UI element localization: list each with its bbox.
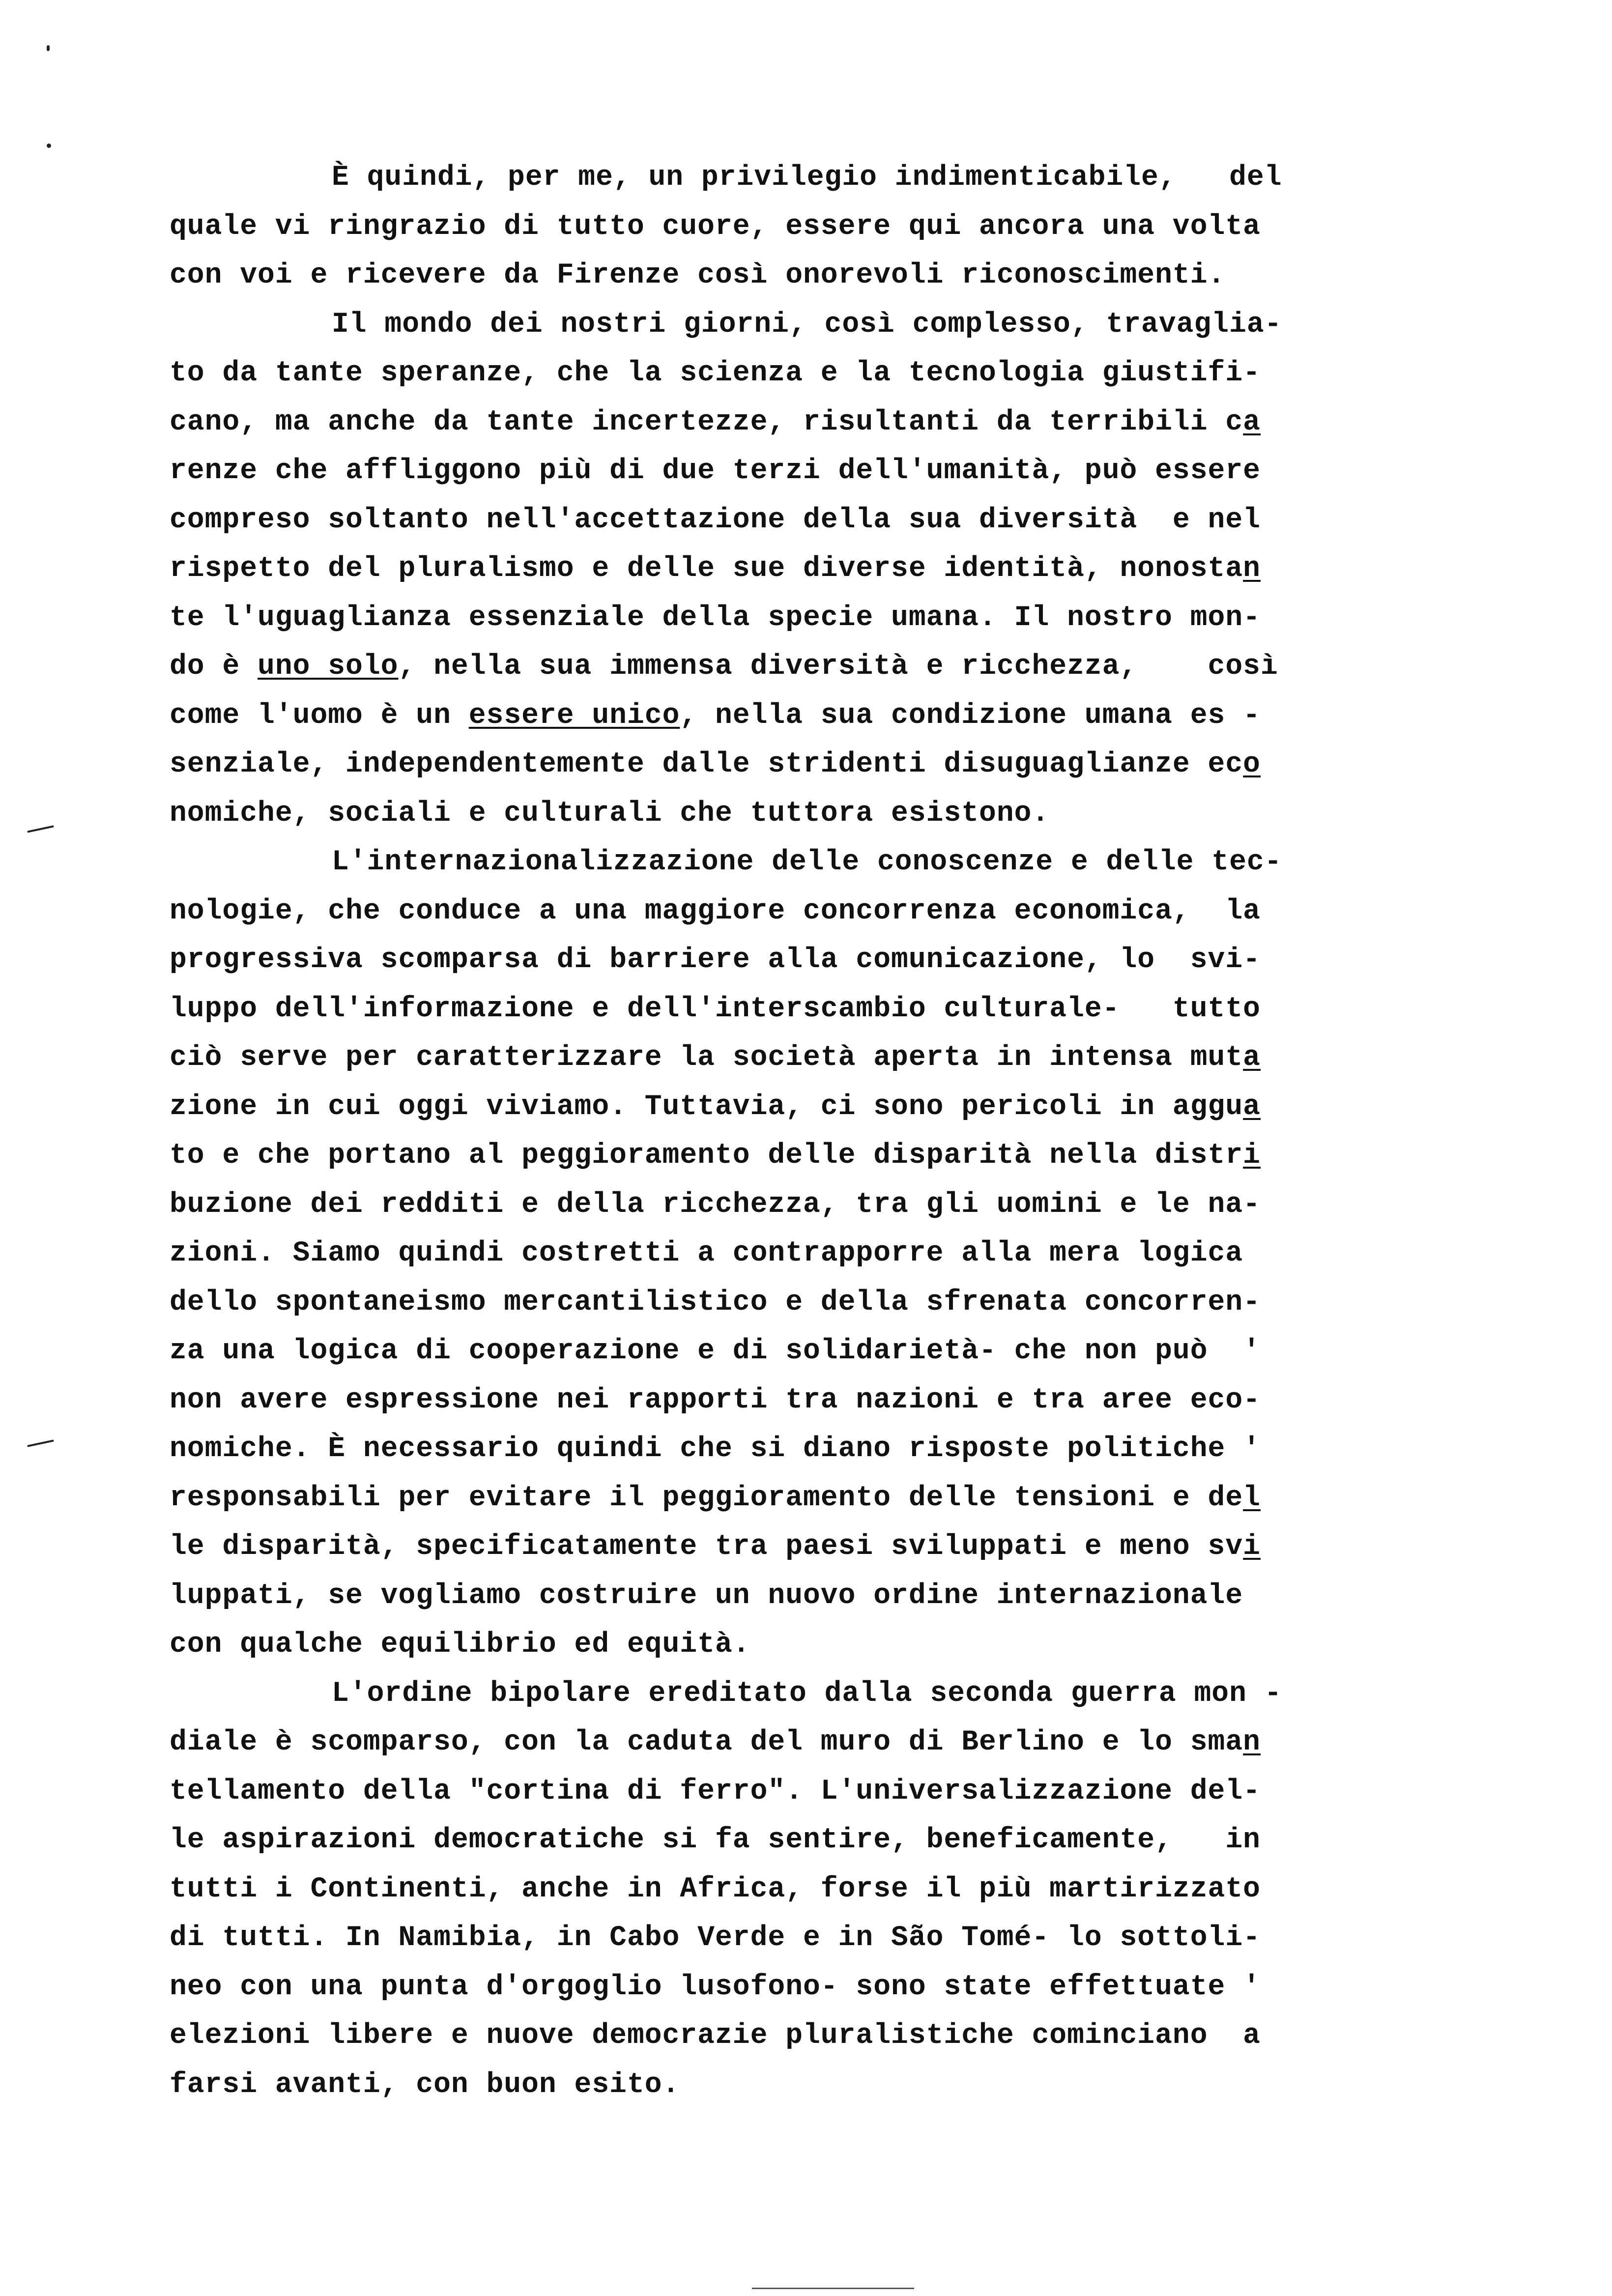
text-line: Il mondo dei nostri giorni, così complesso, travaglia- [332, 308, 1282, 341]
text-line: tellamento della "cortina di ferro". L'universalizzazione del- [170, 1775, 1261, 1808]
body-text [170, 153, 1438, 2109]
margin-mark [47, 45, 50, 51]
text-line: nologie, che conduce a una maggiore concorrenza economica, la [170, 895, 1261, 927]
text-line: cano, ma anche da tante incertezze, risultanti da terribili ca [170, 406, 1261, 438]
text-line: le aspirazioni democratiche si fa sentire, beneficamente, in [170, 1824, 1261, 1856]
text-line: compreso soltanto nell'accettazione della sua diversità e nel [170, 504, 1261, 536]
text-line: non avere espressione nei rapporti tra nazioni e tra aree eco- [170, 1384, 1261, 1416]
text-line: con qualche equilibrio ed equità. [170, 1629, 750, 1661]
text-line: to da tante speranze, che la scienza e la tecnologia giustifi- [170, 357, 1261, 389]
text-line: È quindi, per me, un privilegio indimenticabile, del [332, 162, 1282, 194]
margin-tick [27, 825, 54, 832]
text-line: farsi avanti, con buon esito. [170, 2068, 680, 2101]
text-line: te l'uguaglianza essenziale della specie umana. Il nostro mon- [170, 602, 1261, 634]
underlined-phrase: uno solo [258, 651, 399, 683]
text-line: to e che portano al peggioramento delle disparità nella distri [170, 1140, 1261, 1172]
text-line: nomiche. È necessario quindi che si diano risposte politiche ' [170, 1433, 1261, 1465]
text-line: do è uno solo, nella sua immensa diversità e ricchezza, così [170, 651, 1278, 683]
text-line: renze che affliggono più di due terzi dell'umanità, può essere [170, 455, 1261, 487]
text-line: L'ordine bipolare ereditato dalla seconda guerra mon - [332, 1677, 1282, 1710]
text-line: tutti i Continenti, anche in Africa, forse il più martirizzato [170, 1873, 1261, 1905]
text-line: elezioni libere e nuove democrazie pluralistiche cominciano a [170, 2020, 1261, 2052]
text-line: L'internazionalizzazione delle conoscenze e delle tec- [332, 846, 1282, 878]
text-line: luppati, se vogliamo costruire un nuovo ordine internazionale [170, 1579, 1243, 1612]
text-line: diale è scomparso, con la caduta del muro di Berlino e lo sman [170, 1726, 1261, 1758]
text-line: senziale, independentemente dalle stridenti disuguaglianze eco [170, 748, 1261, 780]
text-line: ciò serve per caratterizzare la società aperta in intensa muta [170, 1042, 1261, 1074]
text-line: neo con una punta d'orgoglio lusofono- sono state effettuate ' [170, 1971, 1261, 2003]
text-line: di tutti. In Namibia, in Cabo Verde e in São Tomé- lo sottoli- [170, 1922, 1261, 1954]
underlined-phrase: essere unico [468, 699, 680, 732]
text-line: luppo dell'informazione e dell'interscambio culturale- tutto [170, 993, 1261, 1025]
margin-mark [47, 144, 51, 148]
text-line: za una logica di cooperazione e di solidarietà- che non può ' [170, 1335, 1261, 1367]
text-line: buzione dei redditi e della ricchezza, tra gli uomini e le na- [170, 1188, 1261, 1221]
text-line: responsabili per evitare il peggioramento delle tensioni e del [170, 1482, 1261, 1514]
text-line: come l'uomo è un essere unico, nella sua condizione umana es - [170, 699, 1261, 732]
text-line: nomiche, sociali e culturali che tuttora esistono. [170, 797, 1050, 830]
bottom-rule [752, 2288, 914, 2289]
text-line: rispetto del pluralismo e delle sue diverse identità, nonostan [170, 553, 1261, 585]
text-line: zioni. Siamo quindi costretti a contrapporre alla mera logica [170, 1237, 1243, 1269]
text-line: quale vi ringrazio di tutto cuore, essere qui ancora una volta [170, 210, 1261, 243]
margin-tick [27, 1439, 54, 1447]
text-line: con voi e ricevere da Firenze così onorevoli riconoscimenti. [170, 259, 1226, 291]
text-line: dello spontaneismo mercantilistico e della sfrenata concorren- [170, 1286, 1261, 1319]
text-line: progressiva scomparsa di barriere alla comunicazione, lo svi- [170, 944, 1261, 976]
text-line: zione in cui oggi viviamo. Tuttavia, ci sono pericoli in aggua [170, 1091, 1261, 1123]
text-line: le disparità, specificatamente tra paesi sviluppati e meno svi [170, 1531, 1261, 1563]
